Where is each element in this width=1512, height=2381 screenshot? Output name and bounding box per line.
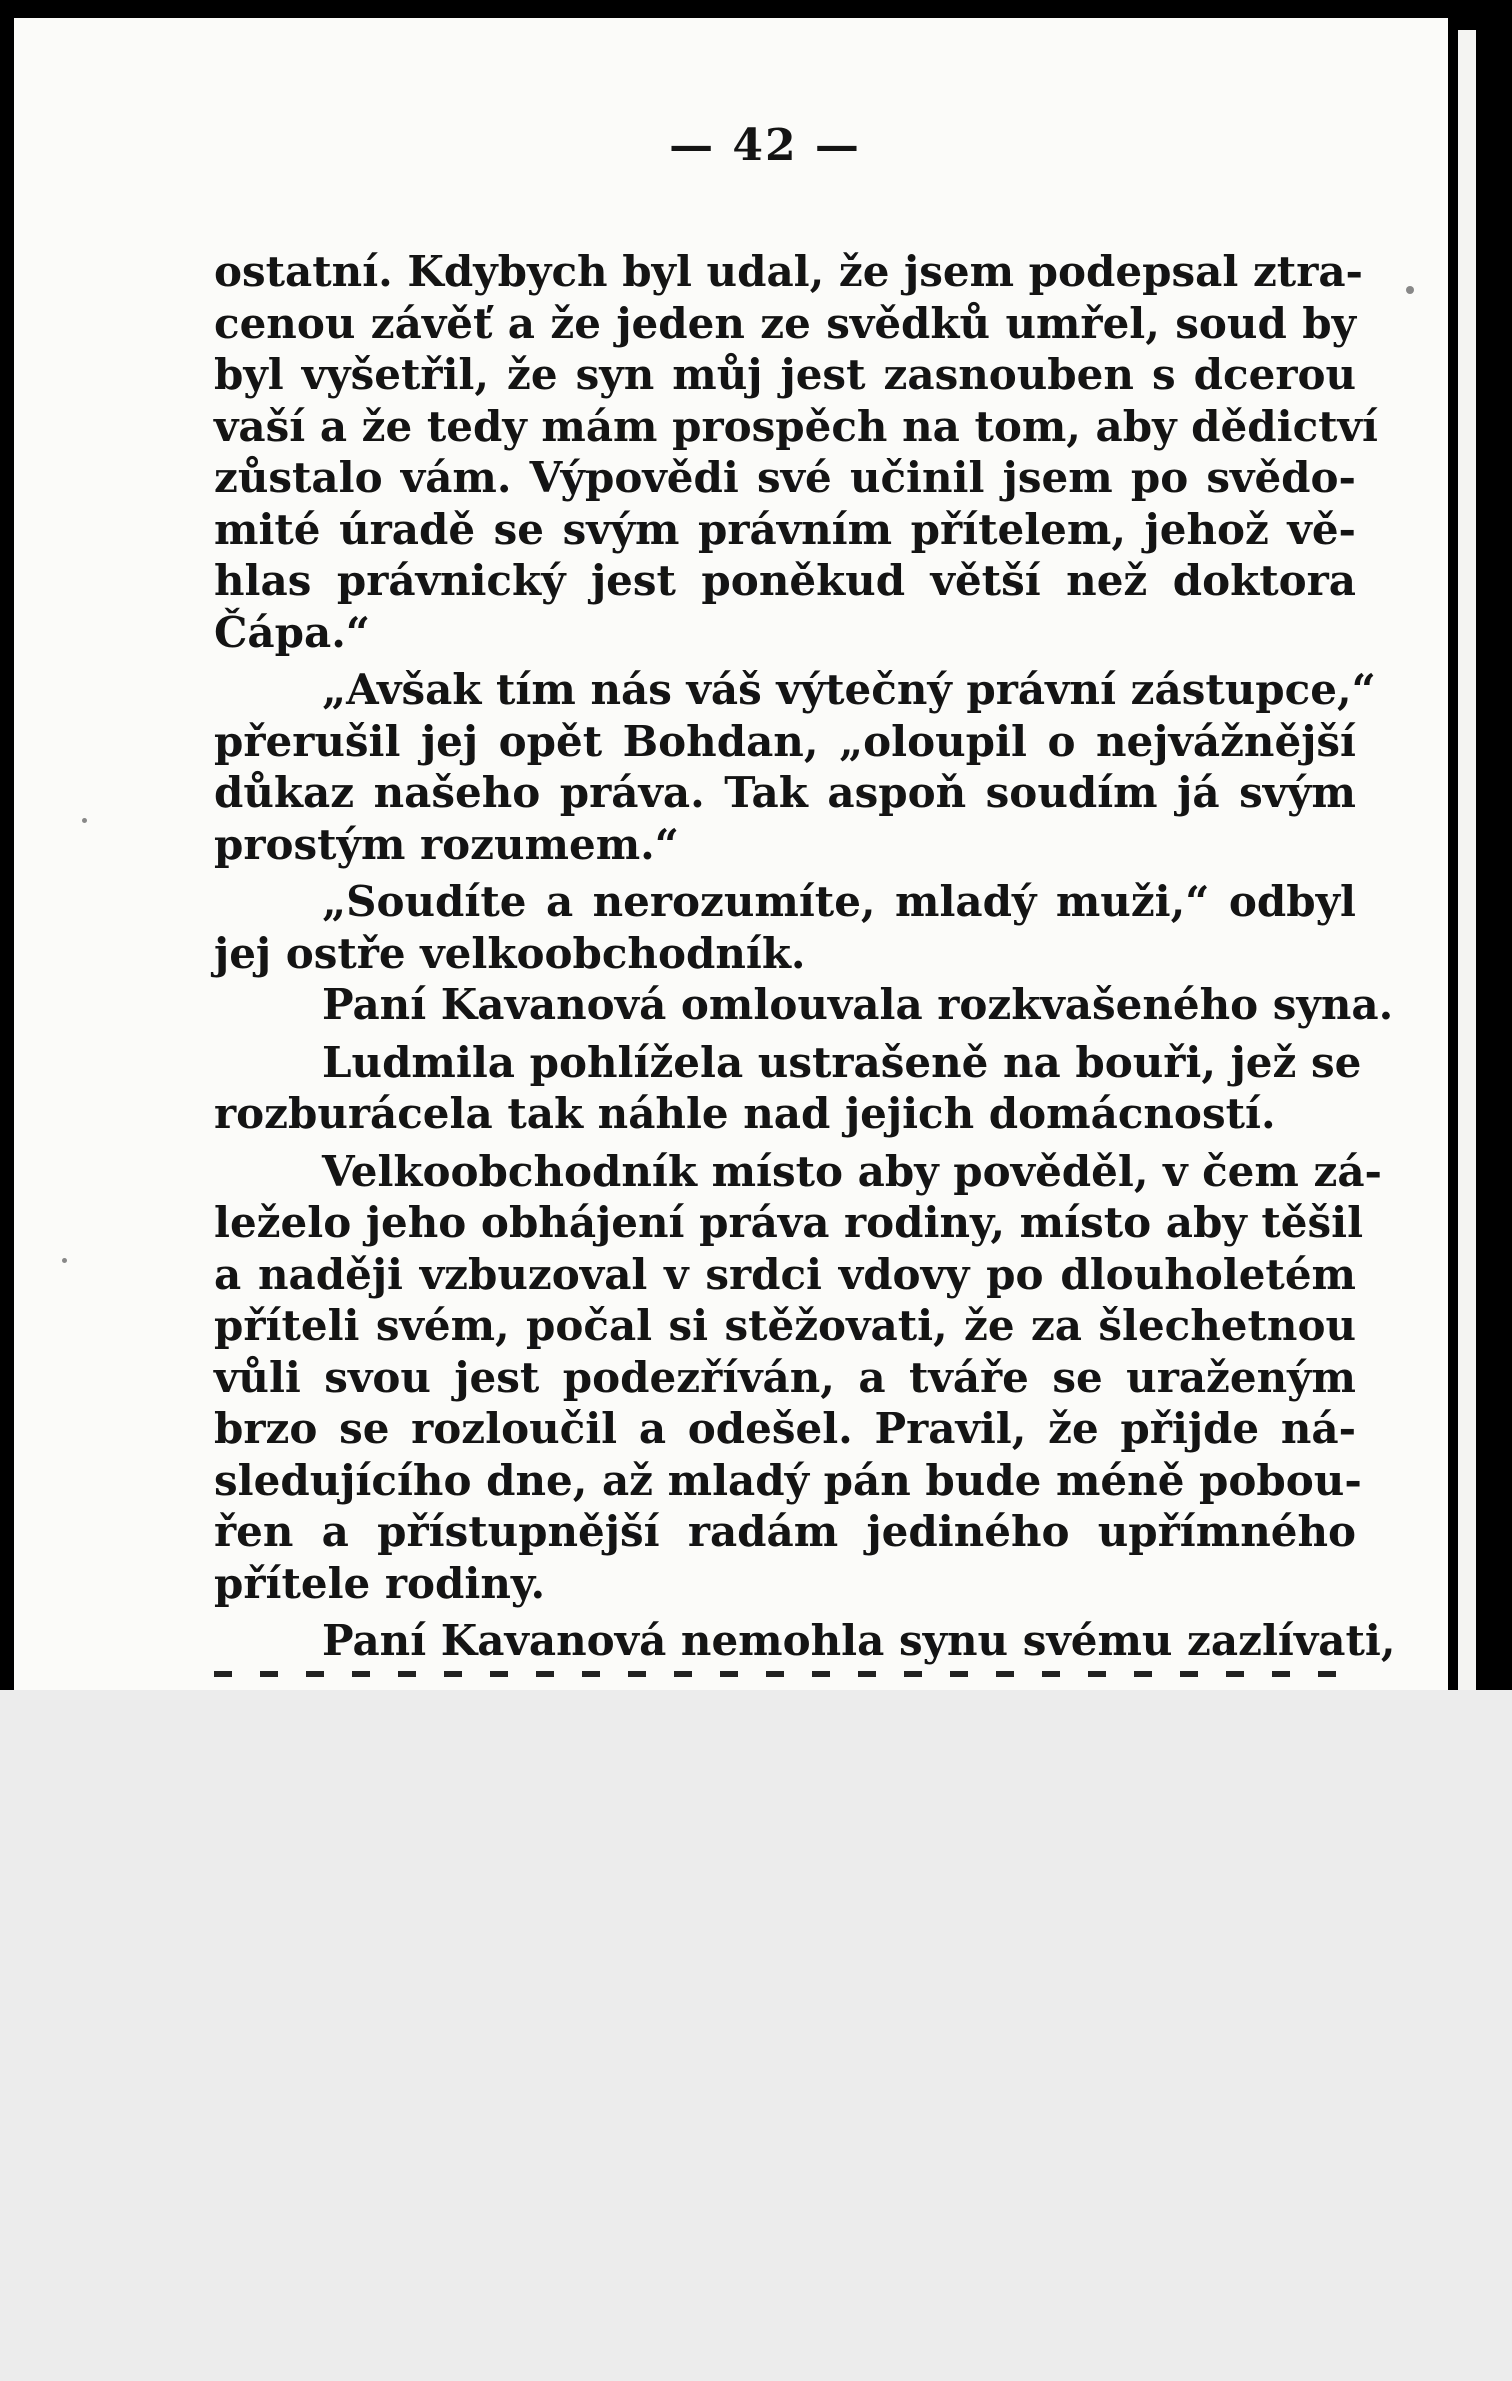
- text-line: rozburácela tak náhle nad jejich domácností.: [214, 1089, 1276, 1138]
- text-line: prostým rozumem.“: [214, 819, 679, 869]
- text-line: hlas právnický jest poněkud větší než doktora: [214, 556, 1356, 605]
- page-number: — 42 —: [669, 120, 861, 171]
- text-line: mité úradě se svým právním přítelem, jehož vě-: [214, 504, 1356, 554]
- text-line: přítele rodiny.: [214, 1558, 546, 1608]
- text-line: důkaz našeho práva. Tak aspoň soudím já svým: [214, 768, 1356, 817]
- text-line: Velkoobchodník místo aby pověděl, v čem zá-: [322, 1146, 1382, 1196]
- next-page-edge: [1458, 30, 1476, 1690]
- text-line: brzo se rozloučil a odešel. Pravil, že přijde ná-: [214, 1404, 1356, 1453]
- text-line: byl vyšetřil, že syn můj jest zasnouben s dcerou: [214, 350, 1356, 399]
- text-line: sledujícího dne, až mladý pán bude méně pobou-: [214, 1455, 1362, 1505]
- text-line: jej ostře velkoobchodník.: [214, 928, 806, 978]
- text-line: Čápa.“: [214, 607, 371, 657]
- text-line: „Avšak tím nás váš výtečný právní zástupce,“: [322, 665, 1376, 714]
- body-text: [214, 246, 1396, 1667]
- text-line: leželo jeho obhájení práva rodiny, místo aby těšil: [214, 1198, 1364, 1247]
- cut-off-text-line: [214, 1671, 1356, 1677]
- text-line: zůstalo vám. Výpovědi své učinil jsem po svědo-: [214, 453, 1356, 502]
- text-line: ostatní. Kdybych byl udal, že jsem podepsal ztra-: [214, 247, 1363, 296]
- text-line: vaší a že tedy mám prospěch na tom, aby dědictví: [214, 401, 1378, 451]
- text-line: Paní Kavanová nemohla synu svému zazlívati,: [322, 1616, 1396, 1665]
- text-line: příteli svém, počal si stěžovati, že za šlechetnou: [214, 1301, 1356, 1350]
- text-line: cenou závěť a že jeden ze svědků umřel, soud by: [214, 298, 1356, 348]
- text-line: Paní Kavanová omlouvala rozkvašeného syna.: [322, 980, 1394, 1029]
- text-line: řen a přístupnější radám jediného upřímného: [214, 1507, 1356, 1556]
- text-line: vůli svou jest podezříván, a tváře se uraženým: [214, 1352, 1356, 1402]
- text-line: a naději vzbuzoval v srdci vdovy po dlouholetém: [214, 1249, 1356, 1299]
- text-line: přerušil jej opět Bohdan, „oloupil o nejvážnější: [214, 716, 1356, 766]
- text-line: „Soudíte a nerozumíte, mladý muži,“ odbyl: [322, 877, 1356, 926]
- text-line: Ludmila pohlížela ustrašeně na bouři, jež se: [322, 1037, 1362, 1087]
